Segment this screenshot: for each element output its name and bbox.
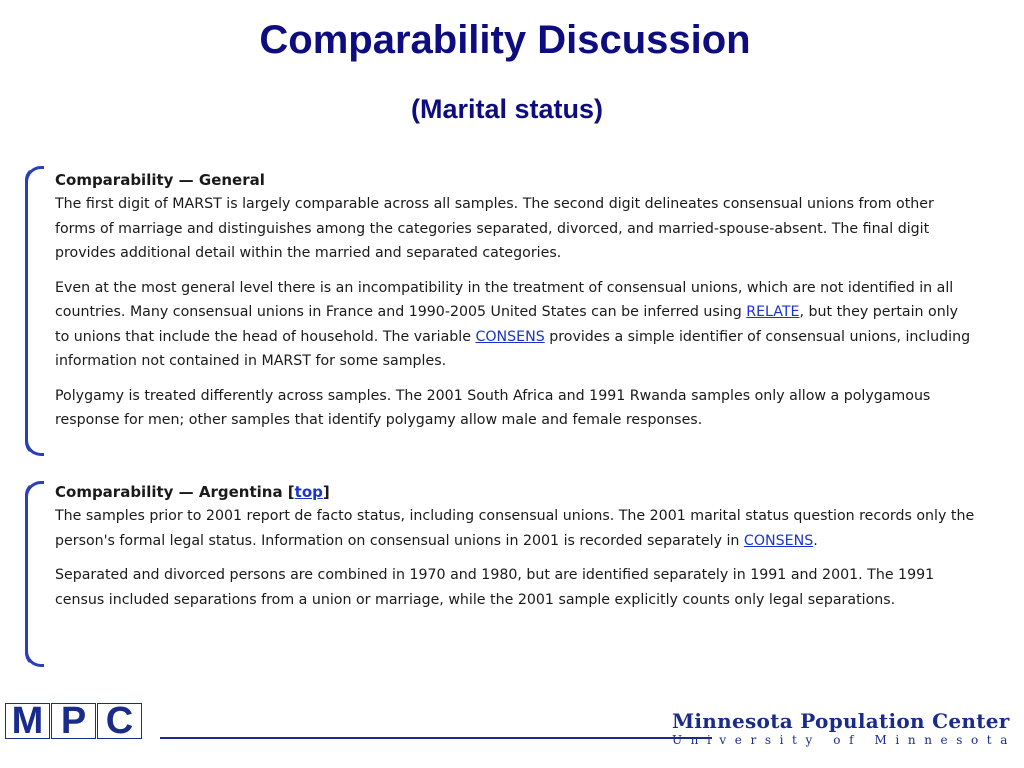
top-link[interactable]: top [294,483,323,501]
section-argentina [55,480,975,622]
section-bracket-general [25,166,42,456]
logo-letter-p: P [51,703,96,739]
argentina-p1-text-b: . [813,532,818,549]
consens-link[interactable]: CONSENS [475,328,545,345]
section-heading-general: Comparability — General [55,171,265,189]
general-p2-text-c: provides a simple identifier of consensual unions, including information not contained in MARST for some samples. [55,328,971,369]
section-heading-argentina [55,480,975,504]
general-paragraph-1: The first digit of MARST is largely comparable across all samples. The second digit delineates consensual unions from other forms of marriage and distinguishes among the categories separated, divorced, and married-spouse-absent. The final digit provides additional detail within the married and separated categories. [55,196,934,261]
section-bracket-argentina [25,481,42,667]
general-p2-text-a: Even at the most general level there is an incompatibility in the treatment of consensual unions, which are not identified in all countries. Many consensual unions in France and 1990-2005 United States can be inferred using [55,279,954,320]
argentina-heading-text: Comparability — Argentina [ [55,483,295,501]
argentina-p1-text-a: The samples prior to 2001 report de facto status, including consensual unions. The 2001 marital status question records only the person's formal legal status. Information on consensual unions in 2001 is recorded separately in [55,508,975,549]
consens-link-argentina[interactable]: CONSENS [743,532,814,549]
logo-letter-c: C [97,703,142,739]
section-general [55,168,975,443]
logo-letter-m: M [5,703,50,739]
general-p2-text-b: , but they pertain only to unions that include the head of household. The variable [55,304,959,345]
argentina-paragraph-2: Separated and divorced persons are combined in 1970 and 1980, but are identified separately in 1991 and 2001. The 1991 census included separations from a union or marriage, while the 2001 sample explicitly counts only legal separations. [55,567,935,608]
footer-divider [160,737,712,739]
general-paragraph-3: Polygamy is treated differently across samples. The 2001 South Africa and 1991 Rwanda samples only allow a polygamous response for men; other samples that identify polygamy allow male and female responses. [55,387,931,428]
general-paragraph-2 [55,276,975,374]
org-name: Minnesota Population Center [671,709,1010,733]
argentina-heading-end: ] [322,483,330,501]
footer-organization [672,709,1016,747]
org-subtitle: University of Minnesota [671,733,1016,747]
slide-title: Comparability Discussion [259,18,751,62]
slide-subtitle: (Marital status) [410,94,604,124]
mpc-logo [5,699,143,742]
relate-link[interactable]: RELATE [746,304,800,320]
argentina-paragraph-1 [55,504,975,553]
